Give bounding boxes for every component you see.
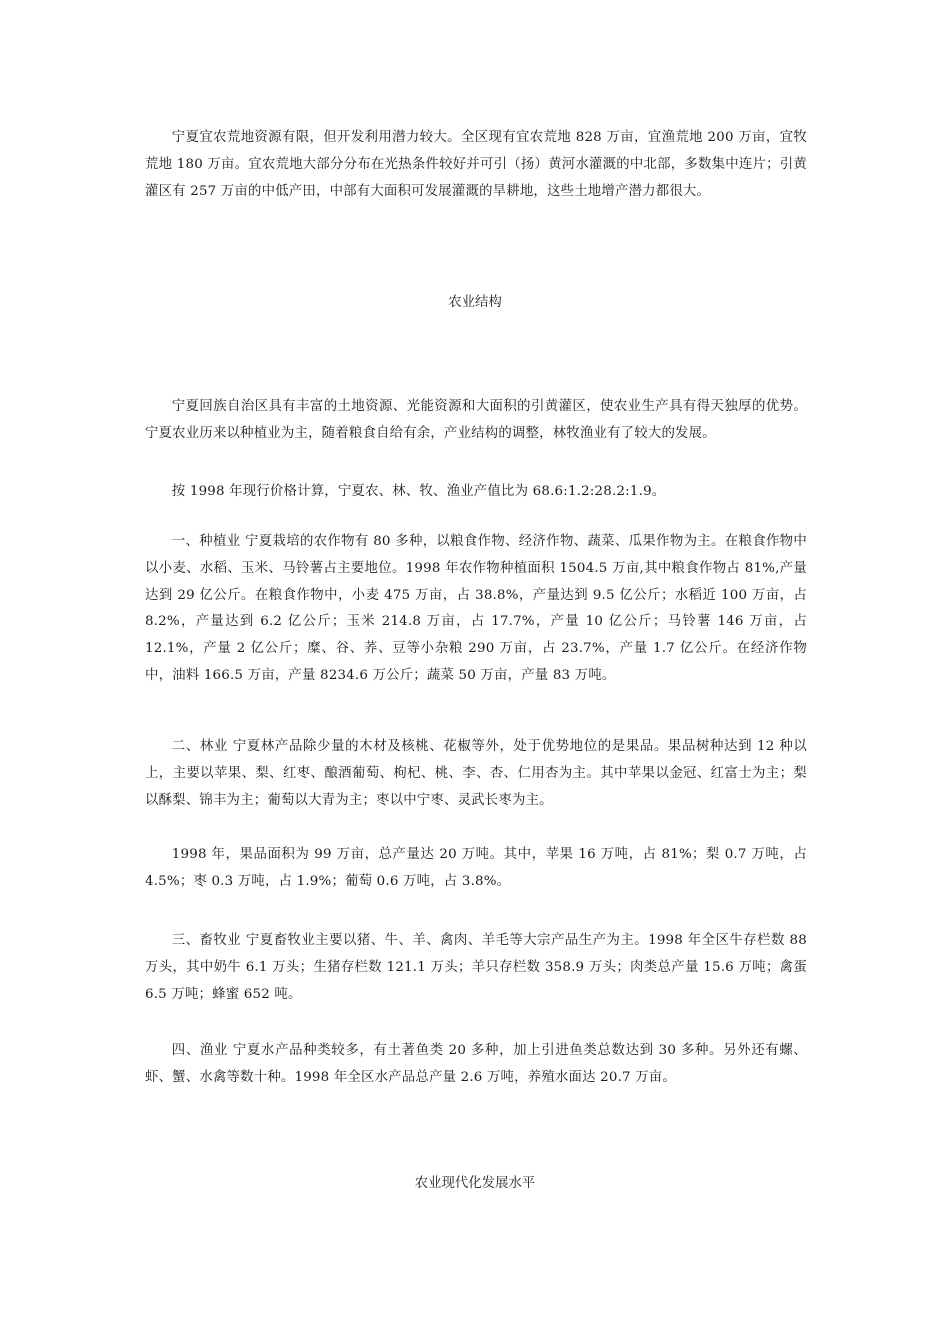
crop-farming-paragraph: 一、种植业 宁夏栽培的农作物有 80 多种，以粮食作物、经济作物、蔬菜、瓜果作物为主。在粮食作物中以小麦、水稻、玉米、马铃薯占主要地位。1998 年农作物种植面积 1504.5 万亩,其中粮食作物占 81%,产量达到 29 亿公斤。在粮食作物中，小麦 475 万亩，占 38.8%，产量达到 9.5 亿公斤；水稻近 100 万亩，占 8.2%，产量达到 6.2 亿公斤；玉米 214.8 万亩，占 17.7%，产量 10 亿公斤；马铃薯 146 万亩，占 12.1%，产量 2 亿公斤；糜、谷、荞、豆等小杂粮 290 万亩，占 23.7%，产量 1.7 亿公斤。在经济作物中，油料 166.5 万亩，产量 8234.6 万公斤；蔬菜 50 万亩，产量 83 万吨。 bbox=[145, 534, 807, 683]
section-title-modernization-level: 农业现代化发展水平 bbox=[414, 1176, 536, 1191]
animal-husbandry-paragraph: 三、畜牧业 宁夏畜牧业主要以猪、牛、羊、禽肉、羊毛等大宗产品生产为主。1998 年全区牛存栏数 88 万头，其中奶牛 6.1 万头；生猪存栏数 121.1 万头；羊只存栏数 358.9 万头；肉类总产量 15.6 万吨；禽蛋 6.5 万吨；蜂蜜 652 吨。 bbox=[145, 933, 807, 1002]
fruit-output-paragraph: 1998 年，果品面积为 99 万亩，总产量达 20 万吨。其中，苹果 16 万吨，占 81%；梨 0.7 万吨，占 4.5%；枣 0.3 万吨，占 1.9%；葡萄 0.6 万吨，占 3.8%。 bbox=[145, 847, 807, 889]
fishery-paragraph: 四、渔业 宁夏水产品种类较多，有土著鱼类 20 多种，加上引进鱼类总数达到 30 多种。另外还有螺、虾、蟹、水禽等数十种。1998 年全区水产品总产量 2.6 万吨，养殖水面达 20.7 万亩。 bbox=[145, 1043, 807, 1085]
intro-paragraph: 宁夏宜农荒地资源有限，但开发利用潜力较大。全区现有宜农荒地 828 万亩，宜渔荒地 200 万亩，宜牧荒地 180 万亩。宜农荒地大部分分布在光热条件较好并可引（扬）黄河水灌溉的中北部，多数集中连片；引黄灌区有 257 万亩的中低产田，中部有大面积可发展灌溉的旱耕地，这些土地增产潜力都很大。 bbox=[145, 130, 807, 199]
output-ratio-paragraph: 按 1998 年现行价格计算，宁夏农、林、牧、渔业产值比为 68.6:1.2:28.2:1.9。 bbox=[171, 484, 666, 499]
section-title-agricultural-structure: 农业结构 bbox=[448, 295, 502, 310]
forestry-paragraph: 二、林业 宁夏林产品除少量的木材及核桃、花椒等外，处于优势地位的是果品。果品树种达到 12 种以上，主要以苹果、梨、红枣、酿酒葡萄、枸杞、桃、李、杏、仁用杏为主。其中苹果以金冠、红富士为主；梨以酥梨、锦丰为主；葡萄以大青为主；枣以中宁枣、灵武长枣为主。 bbox=[145, 739, 807, 808]
structure-overview-paragraph: 宁夏回族自治区具有丰富的土地资源、光能资源和大面积的引黄灌区，使农业生产具有得天独厚的优势。宁夏农业历来以种植业为主，随着粮食自给有余，产业结构的调整，林牧渔业有了较大的发展。 bbox=[145, 399, 807, 441]
